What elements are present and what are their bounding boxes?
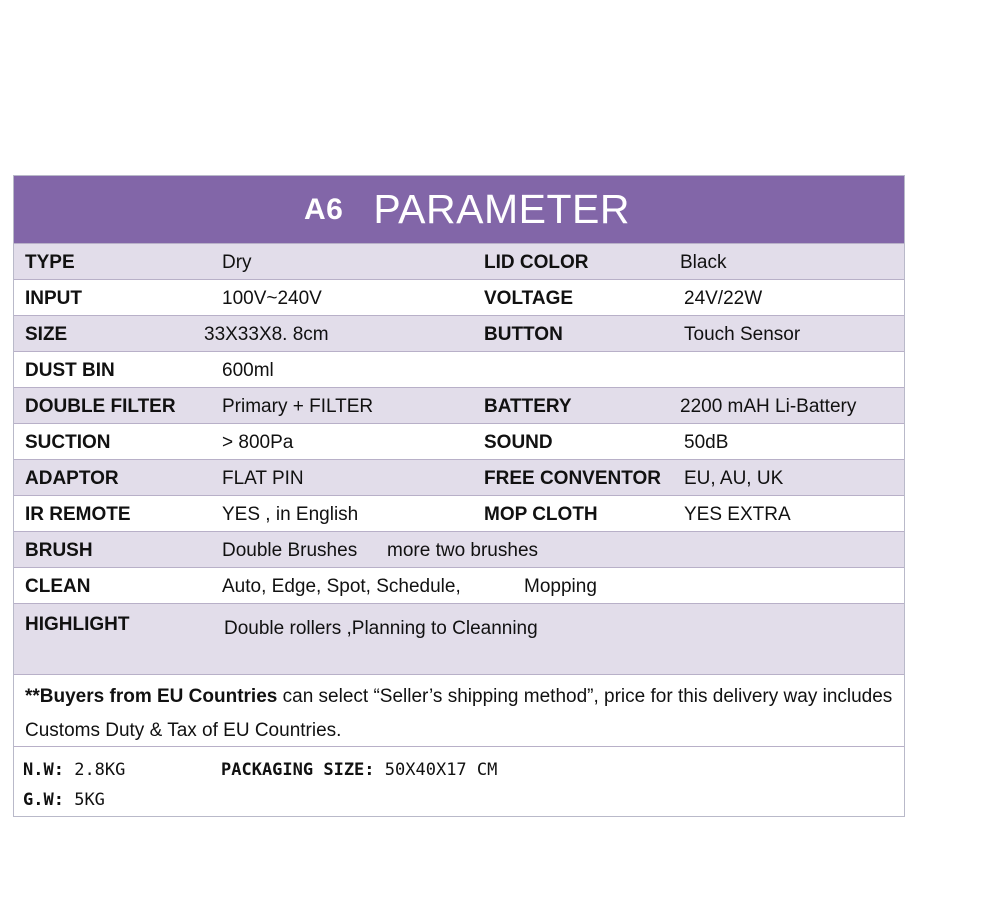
spec-label: SOUND: [484, 432, 553, 453]
spec-label: LID COLOR: [484, 252, 589, 273]
spec-label: BRUSH: [25, 540, 93, 561]
spec-label: FREE CONVENTOR: [484, 468, 662, 489]
spec-value: 33X33X8. 8cm: [204, 324, 329, 345]
spec-label: HIGHLIGHT: [25, 614, 130, 635]
net-weight-label: N.W:: [23, 760, 64, 780]
packaging-size: [221, 760, 497, 780]
sheet-header: [14, 176, 904, 243]
shipping-note-lead: **Buyers from EU Countries: [25, 686, 278, 707]
model-name: A6: [304, 192, 344, 226]
spec-row-dust-bin: [14, 351, 904, 387]
spec-label: SUCTION: [25, 432, 111, 453]
spec-label: SIZE: [25, 324, 68, 345]
gross-weight-label: G.W:: [23, 790, 64, 810]
spec-label: BUTTON: [484, 324, 563, 345]
spec-row-input: [14, 279, 904, 315]
spec-label: BATTERY: [484, 396, 572, 417]
spec-row-adaptor: [14, 459, 904, 495]
spec-value: Double rollers ,Planning to Cleanning: [224, 618, 538, 639]
sheet-title: PARAMETER: [373, 186, 630, 232]
packaging-size-label: PACKAGING SIZE:: [221, 760, 375, 780]
spec-row-brush: [14, 531, 904, 567]
spec-label: INPUT: [25, 288, 82, 309]
spec-value: 100V~240V: [222, 288, 322, 309]
spec-label: TYPE: [25, 252, 75, 273]
spec-value-extra: more two brushes: [387, 540, 539, 561]
spec-value: EU, AU, UK: [684, 468, 784, 489]
spec-value: 2200 mAH Li-Battery: [680, 396, 857, 417]
spec-value: Black: [680, 252, 727, 273]
spec-row-suction: [14, 423, 904, 459]
spec-row-double-filter: [14, 387, 904, 423]
spec-row-clean: [14, 567, 904, 603]
weight-footer: [14, 746, 904, 816]
spec-value: Touch Sensor: [684, 324, 801, 345]
packaging-size-value: 50X40X17 CM: [384, 760, 498, 780]
shipping-note-text: can select “Seller’s shipping method”, price for this delivery way includes Customs Duty & Tax of EU Countries.: [25, 686, 893, 741]
spec-value: YES EXTRA: [684, 504, 791, 525]
gross-weight-value: 5KG: [74, 790, 105, 810]
spec-label: VOLTAGE: [484, 288, 574, 309]
spec-value: Primary + FILTER: [222, 396, 374, 417]
gross-weight: [23, 790, 105, 810]
spec-label: DOUBLE FILTER: [25, 396, 176, 417]
spec-value: 600ml: [222, 360, 274, 381]
spec-label: CLEAN: [25, 576, 91, 597]
spec-row-highlight: [14, 603, 904, 674]
spec-row-ir-remote: [14, 495, 904, 531]
spec-value: Double Brushes: [222, 540, 358, 561]
spec-value: Auto, Edge, Spot, Schedule,: [222, 576, 461, 597]
net-weight-value: 2.8KG: [74, 760, 126, 780]
spec-row-type: [14, 243, 904, 279]
shipping-note: [14, 674, 904, 746]
spec-row-size: [14, 315, 904, 351]
spec-value: 24V/22W: [684, 288, 763, 309]
spec-value: Dry: [222, 252, 252, 273]
spec-label: MOP CLOTH: [484, 504, 598, 525]
spec-label: ADAPTOR: [25, 468, 119, 489]
spec-value-extra: Mopping: [524, 576, 597, 597]
parameter-sheet: [13, 175, 905, 817]
spec-label: DUST BIN: [25, 360, 115, 381]
net-weight: [23, 760, 125, 780]
spec-value: 50dB: [684, 432, 729, 453]
spec-value: > 800Pa: [222, 432, 294, 453]
spec-value: FLAT PIN: [222, 468, 304, 489]
spec-value: YES , in English: [222, 504, 359, 525]
spec-label: IR REMOTE: [25, 504, 131, 525]
